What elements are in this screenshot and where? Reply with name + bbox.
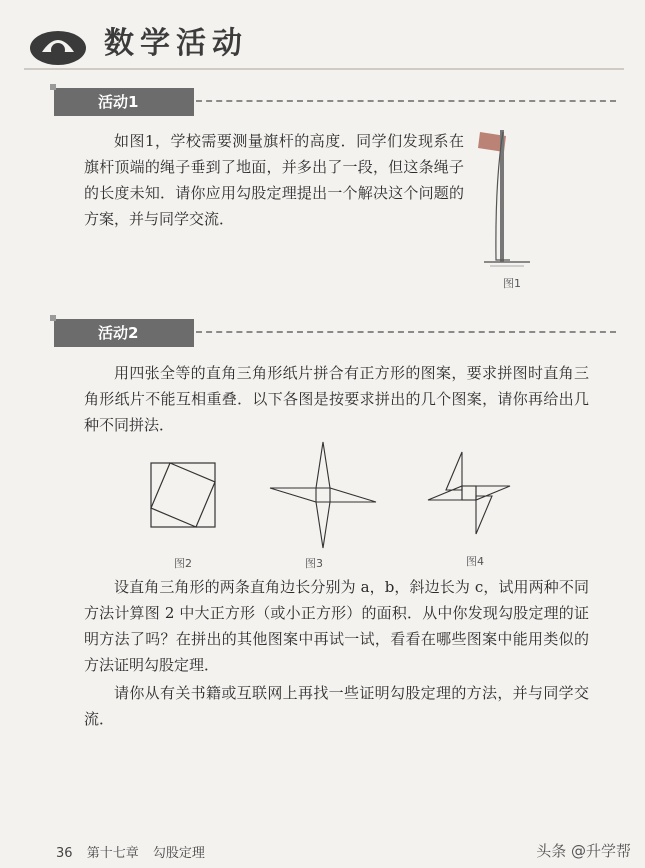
page-title: 数学活动 [104, 26, 248, 61]
activity1-label: 活动1 [54, 88, 194, 116]
activity1-divider [196, 100, 616, 102]
figure4-label: 图4 [466, 555, 484, 568]
activity2-text2: 设直角三角形的两条直角边长分别为 a，b，斜边长为 c，试用两种不同方法计算图 2 中大正方形（或小正方形）的面积．从中你发现勾股定理的证明方法了吗？在拼出的其他图案中再试一试，看看在哪些图案中能用类似的方法证明勾股定理． [84, 578, 589, 674]
page-number: 36 [56, 846, 73, 861]
figure3-pinwheel [268, 440, 378, 550]
title-divider [24, 68, 624, 70]
activity2-divider [196, 331, 616, 333]
page-footer [56, 842, 215, 861]
activity2-label: 活动2 [54, 319, 194, 347]
figure3-label: 图3 [305, 557, 323, 570]
watermark: 头条 @升学帮 [536, 842, 631, 860]
activity2-text1: 用四张全等的直角三角形纸片拼合有正方形的图案，要求拼图时直角三角形纸片不能互相重叠．以下各图是按要求拼出的几个图案，请你再给出几种不同拼法． [84, 364, 589, 434]
figure4-pinwheel [426, 450, 512, 536]
section-logo-icon [28, 24, 88, 66]
figure2-label: 图2 [174, 557, 192, 570]
activity1-text: 如图1，学校需要测量旗杆的高度．同学们发现系在旗杆顶端的绳子垂到了地面，并多出了一段，但这条绳子的长度未知．请你应用勾股定理提出一个解决这个问题的方案，并与同学交流． [84, 132, 464, 228]
activity2-text3: 请你从有关书籍或互联网上再找一些证明勾股定理的方法，并与同学交流． [84, 684, 589, 728]
chapter-number: 第十七章 [86, 846, 139, 861]
figure2-square-puzzle [150, 462, 216, 528]
flagpole-figure [470, 120, 540, 270]
figure1-label: 图1 [503, 277, 521, 290]
chapter-title: 勾股定理 [152, 846, 205, 861]
